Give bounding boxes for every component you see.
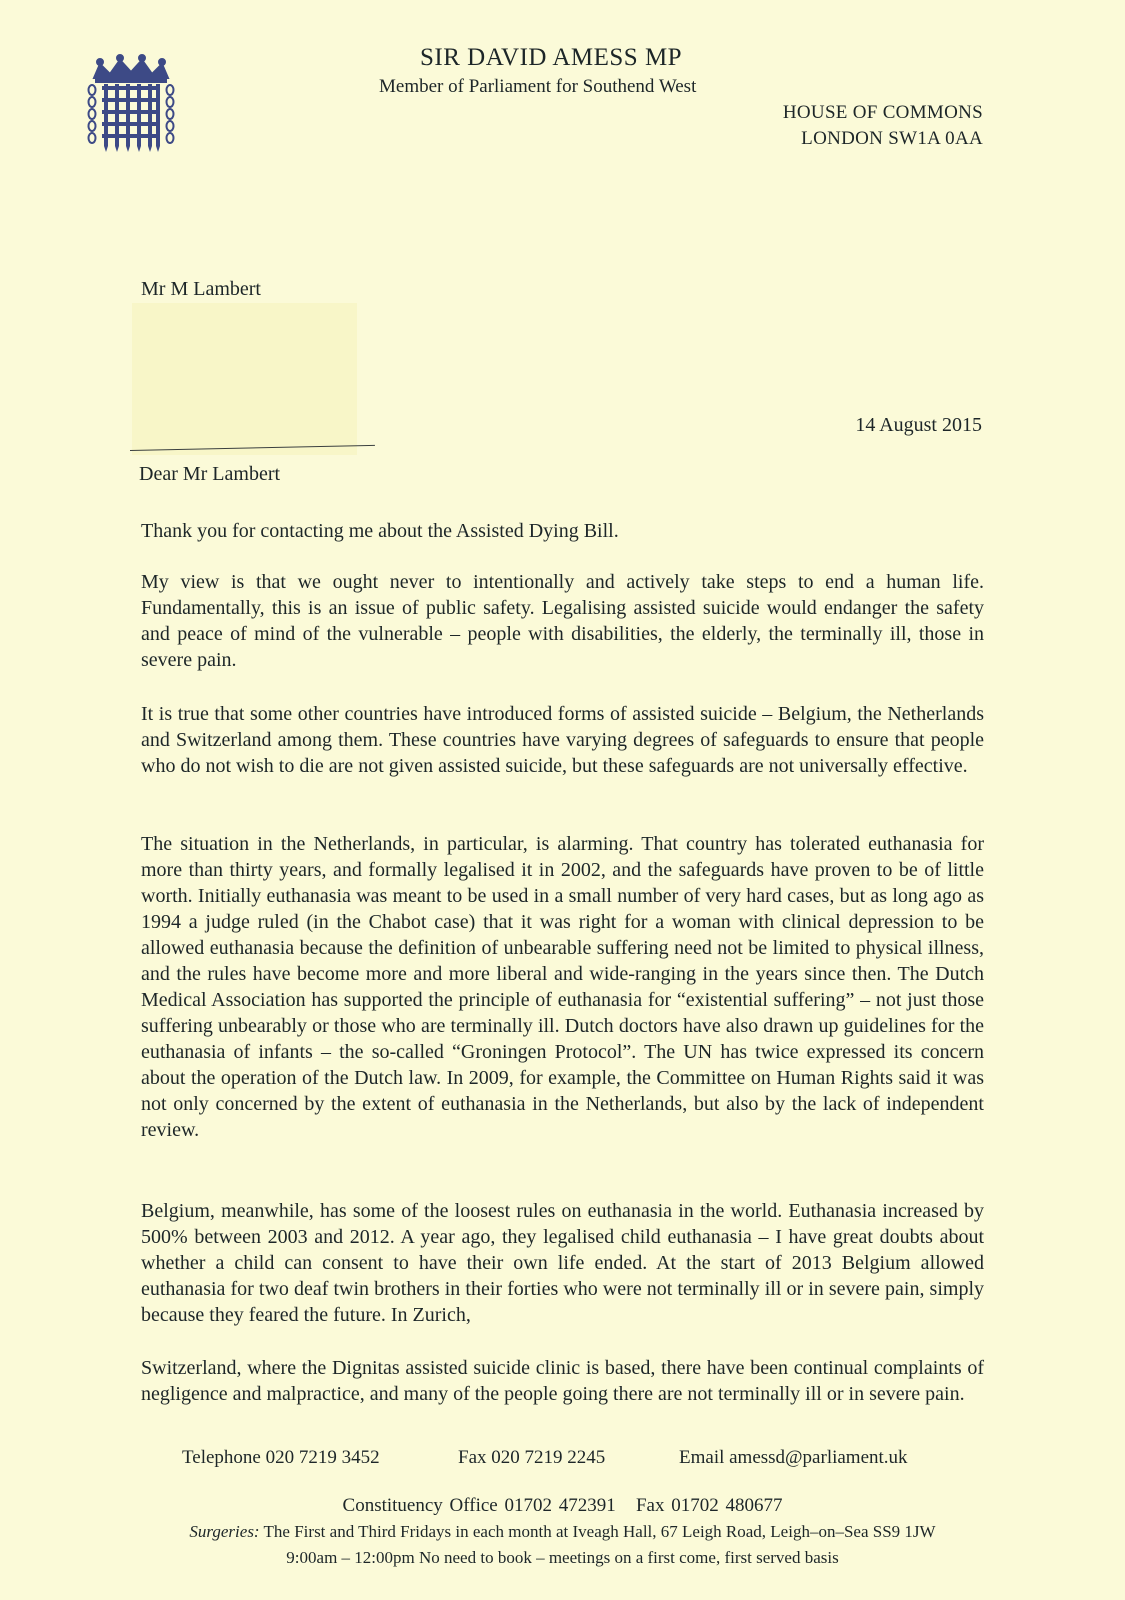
address-line-1: HOUSE OF COMMONS — [782, 102, 983, 123]
fax-number: Fax 020 7219 2245 — [458, 1447, 606, 1468]
body-paragraph: My view is that we ought never to intentionally and actively take steps to end a human life. Fundamentally, this is an issue of public safety. Legalising assisted suicide would endanger the safety and peace of mind of the vulnerable – people with disabilities, the elderly, the terminally ill, those in severe pain. — [141, 571, 984, 671]
address-line-2: LONDON SW1A 0AA — [801, 128, 983, 149]
surgeries-label: Surgeries: — [189, 1522, 260, 1541]
body-paragraph: Thank you for contacting me about the Assisted Dying Bill. — [141, 520, 619, 542]
body-paragraph: Belgium, meanwhile, has some of the loosest rules on euthanasia in the world. Euthanasia increased by 500% between 2003 and 2012. A year ago, they legalised child euthanasia – I have great doubts about whether a child can consent to have their own life ended. At the start of 2013 Belgium allowed euthanasia for two deaf twin brothers in their forties who were not terminally ill or in severe pain, simply because they feared the future. In Zurich, — [141, 1200, 984, 1326]
salutation: Dear Mr Lambert — [139, 463, 281, 485]
surgeries-text: The First and Third Fridays in each month at Iveagh Hall, 67 Leigh Road, Leigh–on–Sea SS9 1JW — [259, 1522, 936, 1541]
office-address — [783, 100, 983, 152]
email-address: Email amessd@parliament.uk — [679, 1447, 908, 1468]
mp-name: SIR DAVID AMESS MP — [420, 44, 683, 71]
letter-date: 14 August 2015 — [855, 414, 982, 436]
portcullis-crest-icon — [86, 54, 176, 154]
surgery-hours: 9:00am – 12:00pm No need to book – meetings on a first come, first served basis — [286, 1548, 839, 1567]
redacted-address — [132, 303, 357, 455]
surgeries-info — [0, 1522, 1125, 1542]
recipient-name: Mr M Lambert — [141, 278, 261, 300]
telephone-number: Telephone 020 7219 3452 — [182, 1447, 380, 1468]
mp-constituency: Member of Parliament for Southend West — [379, 76, 697, 97]
body-paragraph: The situation in the Netherlands, in particular, is alarming. That country has tolerated euthanasia for more than thirty years, and formally legalised it in 2002, and the safeguards have proven to be of little worth. Initially euthanasia was meant to be used in a small number of very hard cases, but as long ago as 1994 a judge ruled (in the Chabot case) that it was right for a woman with clinical depression to be allowed euthanasia because the definition of unbearable suffering need not be limited to physical illness, and the rules have become more and more liberal and wide-ranging in the years since then. The Dutch Medical Association has supported the principle of euthanasia for “existential suffering” – not just those suffering unbearably or those who are terminally ill. Dutch doctors have also drawn up guidelines for the euthanasia of infants – the so-called “Groningen Protocol”. The UN has twice expressed its concern about the operation of the Dutch law. In 2009, for example, the Committee on Human Rights said it was not only concerned by the extent of euthanasia in the Netherlands, but also by the lack of independent review. — [141, 833, 984, 1141]
constituency-office: Constituency Office 01702 472391 Fax 01702 480677 — [342, 1495, 783, 1516]
body-paragraph: It is true that some other countries have introduced forms of assisted suicide – Belgium, the Netherlands and Switzerland among them. These countries have varying degrees of safeguards to ensure that people who do not wish to die are not given assisted suicide, but these safeguards are not universally effective. — [141, 703, 984, 777]
body-paragraph: Switzerland, where the Dignitas assisted suicide clinic is based, there have been continual complaints of negligence and malpractice, and many of the people going there are not terminally ill or in severe pain. — [141, 1357, 984, 1405]
